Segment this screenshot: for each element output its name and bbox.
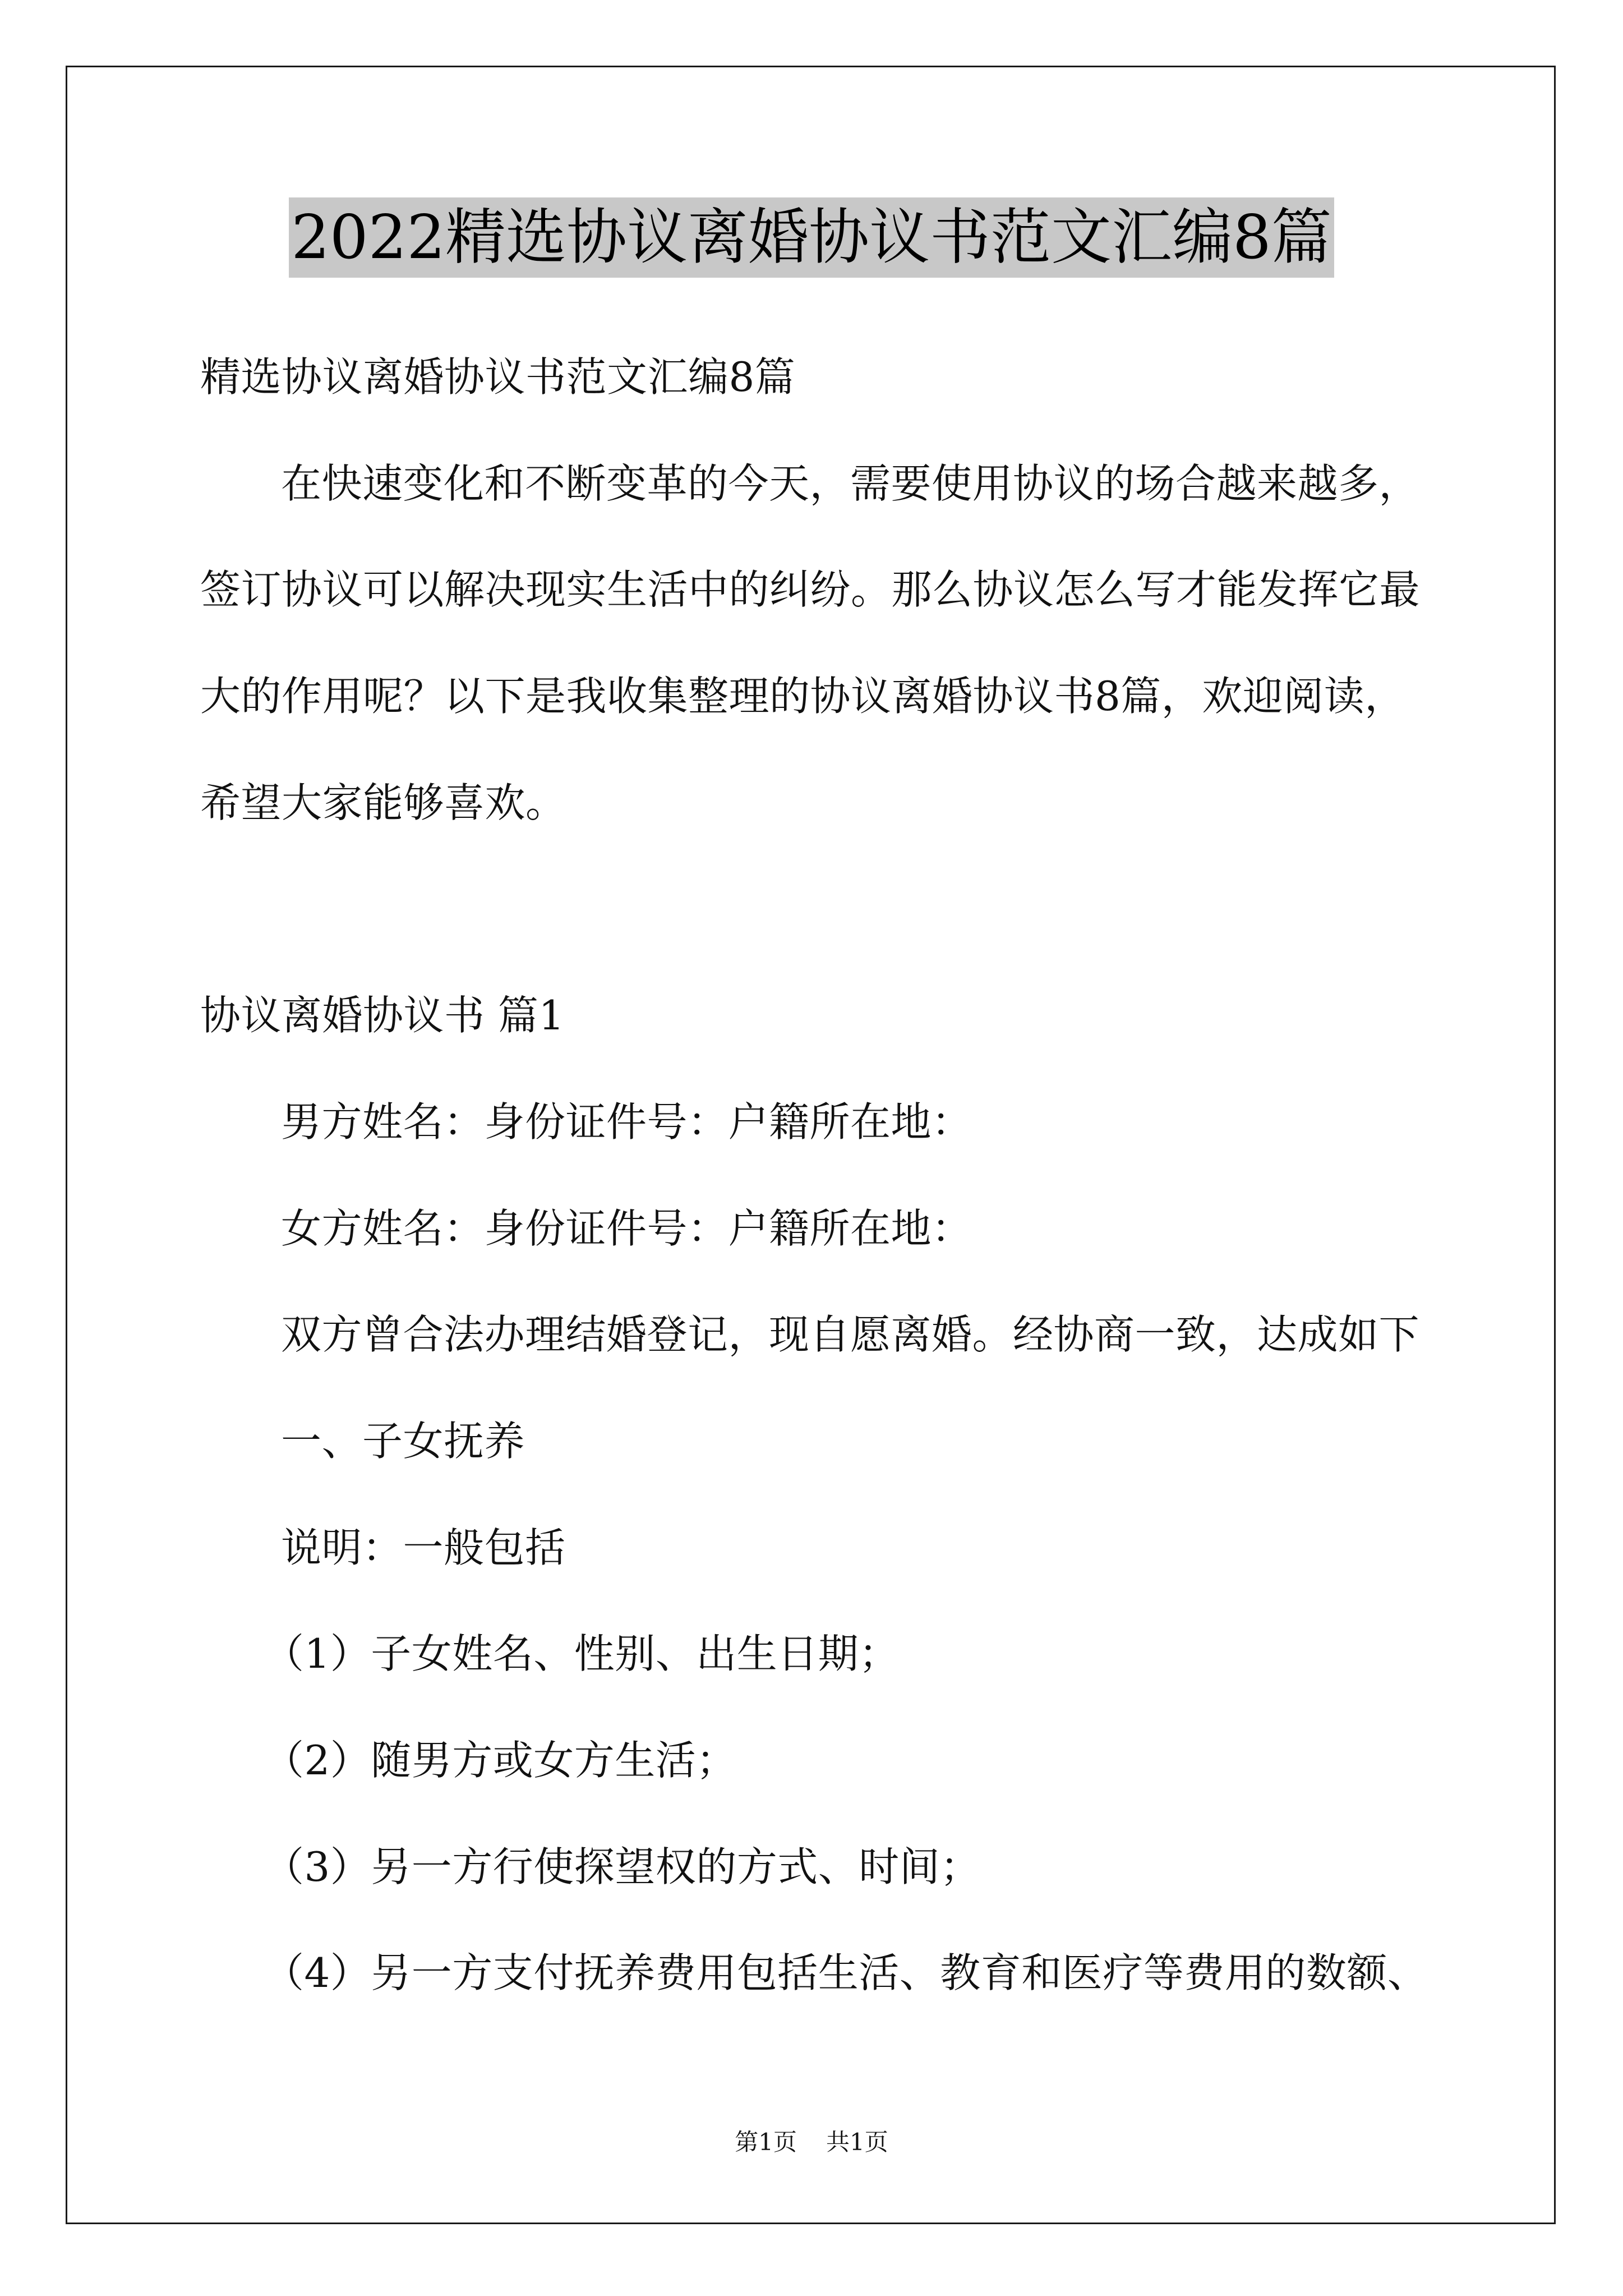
intro-line: 在快速变化和不断变革的今天，需要使用协议的场合越来越多，: [281, 460, 1420, 507]
title-container: [0, 197, 1623, 278]
section-list-item: （3）另一方行使探望权的方式、时间；: [264, 1843, 981, 1890]
section-line: 双方曾合法办理结婚登记，现自愿离婚。经协商一致，达成如下: [281, 1311, 1420, 1358]
section-list-item: （4）另一方支付抚养费用包括生活、教育和医疗等费用的数额、: [264, 1949, 1428, 1996]
current-page-label: 第1页: [735, 2128, 797, 2156]
document-title: 2022精选协议离婚协议书范文汇编8篇: [289, 197, 1334, 278]
page-footer: [0, 2128, 1623, 2156]
intro-line: 签订协议可以解决现实生活中的纠纷。那么协议怎么写才能发挥它最: [200, 566, 1421, 613]
section-list-item: （2）随男方或女方生活；: [264, 1737, 737, 1784]
document-subtitle: 精选协议离婚协议书范文汇编8篇: [200, 353, 796, 401]
intro-line: 希望大家能够喜欢。: [200, 779, 566, 826]
section-line: 一、子女抚养: [281, 1418, 525, 1465]
total-pages-label: 共1页: [826, 2128, 888, 2156]
section-line: 说明：一般包括: [281, 1524, 566, 1571]
section-line: 男方姓名：身份证件号：户籍所在地：: [281, 1098, 972, 1145]
section-line: 女方姓名：身份证件号：户籍所在地：: [281, 1205, 972, 1252]
section-heading: 协议离婚协议书 篇1: [200, 992, 565, 1039]
intro-line: 大的作用呢？以下是我收集整理的协议离婚协议书8篇，欢迎阅读，: [200, 673, 1405, 720]
section-list-item: （1）子女姓名、性别、出生日期；: [264, 1630, 900, 1677]
